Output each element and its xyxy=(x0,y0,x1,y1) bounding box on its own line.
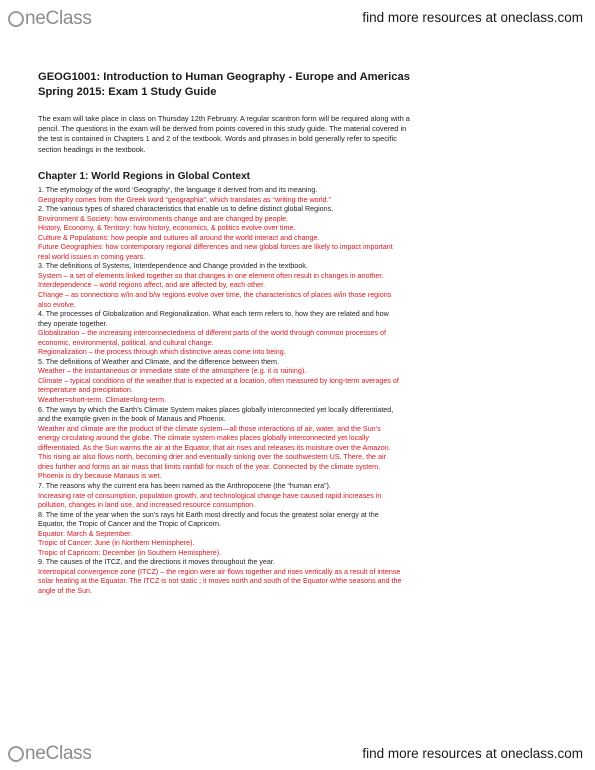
answer-line: Phoenix is dry because Manaus is wet. xyxy=(38,472,162,481)
answer-line: Increasing rate of consumption, population growth, and technological change have caused rapid increases in xyxy=(38,491,382,500)
course-title: GEOG1001: Introduction to Human Geography - Europe and Americas xyxy=(38,71,410,83)
question-line: 9. The causes of the ITCZ, and the directions it moves throughout the year. xyxy=(38,558,275,567)
answer-line: Geography comes from the Greek word “geographia”, which translates as “writing the world.” xyxy=(38,195,331,204)
logo-o-icon xyxy=(8,746,24,762)
question-line: Equator, the Tropic of Cancer and the Tropic of Capricorn. xyxy=(38,520,221,529)
find-resources-link-footer[interactable]: find more resources at oneclass.com xyxy=(362,746,583,761)
answer-line: Regionalization – the process through which distinctive areas come into being. xyxy=(38,348,286,357)
answer-line: energy circulating around the globe. The climate system makes places globally interconnected yet locally xyxy=(38,434,369,443)
question-line: 2. The various types of shared characteristics that enable us to define distinct global Regions. xyxy=(38,205,334,214)
answer-line: Equator: March & September. xyxy=(38,529,133,538)
question-line: 3. The definitions of Systems, Interdependence and Change provided in the textbook. xyxy=(38,262,308,271)
logo-text: neClass xyxy=(25,743,92,764)
answer-line: economic, environmental, political, and cultural change. xyxy=(38,338,214,347)
answer-line: angle of the Sun. xyxy=(38,586,92,595)
question-line: 4. The processes of Globalization and Regionalization. What each term refers to, how they are related and how xyxy=(38,310,389,319)
answer-line: Tropic of Cancer: June (in Northern Hemisphere). xyxy=(38,539,195,548)
question-line: 1. The etymology of the word ‘Geography’, the language it derived from and its meaning. xyxy=(38,186,318,194)
answer-line: differentiated. As the Sun warms the air at the Equator, that air rises and releases its moisture over the Amazon. xyxy=(38,443,391,452)
answer-line: History, Economy, & Territory: how history, economics, & politics evolve over time. xyxy=(38,224,296,233)
intro-line: the test is contained in Chapters 1 and 2 of the textbook. Words and phrases in bold generally refer to specific xyxy=(38,134,397,144)
answer-line: Globalization – the increasing interconnectedness of different parts of the world through common processes of xyxy=(38,329,386,338)
question-line: 8. The time of the year when the sun’s rays hit Earth most directly and focus the greatest solar energy at the xyxy=(38,510,379,519)
answer-line: Weather and climate are the product of the climate system—all those interactions of air, water, and the Sun’s xyxy=(38,424,381,433)
question-line: they operate together. xyxy=(38,319,108,328)
answer-line: dries further and forms an air mass that limits rainfall for much of the year. Connected by the climate system, xyxy=(38,462,381,471)
top-banner xyxy=(0,0,595,36)
answer-line: also evolve. xyxy=(38,300,76,309)
answer-line: Interdependence – world regions affect, and are affected by, each other. xyxy=(38,281,266,290)
answer-line: Future Geographies: how contemporary regional differences and new global forces are likely to impact important xyxy=(38,243,393,252)
study-guide-body xyxy=(38,186,566,597)
question-line: 5. The definitions of Weather and Climate, and the difference between them. xyxy=(38,357,279,366)
answer-line: pollution, changes in land use, and increased resource consumption. xyxy=(38,501,256,510)
answer-line: Intertropical convergence zone (ITCZ) – the region were air flows together and rises vertically as a result of intense xyxy=(38,567,401,576)
intro-paragraph xyxy=(38,114,558,155)
answer-line: Change – as connections w/in and b/w regions evolve over time, the characteristics of places w/in those regions xyxy=(38,291,392,300)
question-line: and the example given in the book of Manaus and Phoenix. xyxy=(38,415,226,424)
answer-line: Culture & Populations: how people and cultures all around the world interact and change. xyxy=(38,233,320,242)
question-line: 7. The reasons why the current era has been named as the Anthropocene (the “human era”). xyxy=(38,481,331,490)
logo-o-icon xyxy=(8,11,24,27)
answer-line: real world issues in coming years. xyxy=(38,252,146,261)
oneclass-logo[interactable] xyxy=(8,8,92,30)
exam-title: Spring 2015: Exam 1 Study Guide xyxy=(38,86,217,98)
find-resources-link[interactable]: find more resources at oneclass.com xyxy=(362,10,583,25)
answer-line: Weather – the instantaneous or immediate state of the atmosphere (e.g. it is raining). xyxy=(38,367,307,376)
answer-line: Tropic of Capricorn: December (in Southern Hemisphere). xyxy=(38,548,222,557)
intro-line: section headings in the textbook. xyxy=(38,144,146,154)
answer-line: System – a set of elements linked together so that changes in one element often result in changes in another. xyxy=(38,271,384,280)
question-line: 6. The ways by which the Earth’s Climate System makes places globally interconnected yet locally differentiated, xyxy=(38,405,394,414)
chapter-heading: Chapter 1: World Regions in Global Context xyxy=(38,171,251,182)
answer-line: temperature and precipitation. xyxy=(38,386,133,395)
logo-text: neClass xyxy=(25,8,92,29)
answer-line: Weather=short-term. Climate=long-term. xyxy=(38,396,167,405)
answer-line: This rising air also flows north, becoming drier and eventually sinking over the southwestern US. There, the air xyxy=(38,453,386,462)
answer-line: solar heating at the Equator. The ITCZ is not static ; it moves north and south of the Equator w/the seasons and the xyxy=(38,577,402,586)
intro-line: The exam will take place in class on Thursday 12th February. A regular scantron form will be required along with a xyxy=(38,114,410,123)
bottom-banner xyxy=(0,740,595,770)
intro-line: pencil. The questions in the exam will be derived from points covered in this study guide. The material covered in xyxy=(38,124,407,134)
answer-line: Climate – typical conditions of the weather that is expected at a location, often measured by long-term averages of xyxy=(38,376,399,385)
oneclass-logo-footer[interactable] xyxy=(8,743,92,765)
answer-line: Environment & Society: how environments change and are changed by people. xyxy=(38,214,289,223)
